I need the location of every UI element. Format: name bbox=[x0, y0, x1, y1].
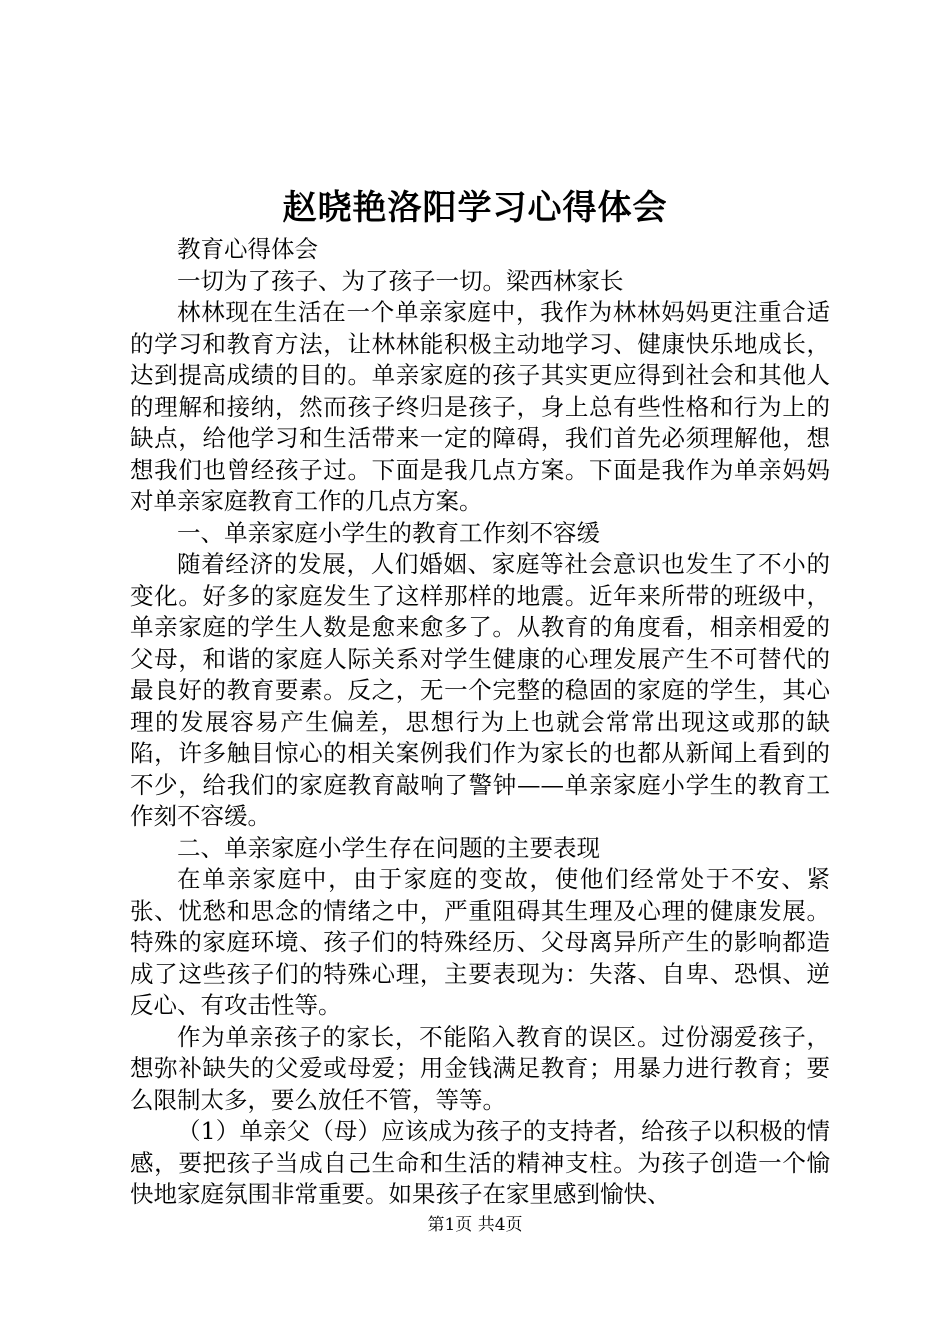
section-heading: 一、单亲家庭小学生的教育工作刻不容缓 bbox=[177, 518, 600, 547]
paragraph: 林林现在生活在一个单亲家庭中，我作为林林妈妈更注重合适的学习和教育方法，让林林能积极主动地学习、健康快乐地成长，达到提高成绩的目的。单亲家庭的孩子其实更应得到社会和其他人的理解和接纳，然而孩子终归是孩子，身上总有些性格和行为上的缺点，给他学习和生活带来一定的障碍，我们首先必须理解他，想想我们也曾经孩子过。下面是我几点方案。下面是我作为单亲妈妈对单亲家庭教育工作的几点方案。 bbox=[130, 298, 830, 515]
paragraph: （1）单亲父（母）应该成为孩子的支持者，给孩子以积极的情感，要把孩子当成自己生命和生活的精神支柱。为孩子创造一个愉快地家庭氛围非常重要。如果孩子在家里感到愉快、 bbox=[130, 1117, 830, 1208]
paragraph: 教育心得体会 bbox=[177, 235, 318, 263]
document-title: 赵晓艳洛阳学习心得体会 bbox=[282, 188, 668, 228]
document-body bbox=[130, 234, 830, 1211]
paragraph: 随着经济的发展，人们婚姻、家庭等社会意识也发生了不小的变化。好多的家庭发生了这样那样的地震。近年来所带的班级中，单亲家庭的学生人数是愈来愈多了。从教育的角度看，相亲相爱的父母，和谐的家庭人际关系对学生健康的心理发展产生不可替代的最良好的教育要素。反之，无一个完整的稳固的家庭的学生，其心理的发展容易产生偏差，思想行为上也就会常常出现这或那的缺陷，许多触目惊心的相关案例我们作为家长的也都从新闻上看到的不少，给我们的家庭教育敲响了警钟——单亲家庭小学生的教育工作刻不容缓。 bbox=[130, 550, 830, 830]
paragraph: 一切为了孩子、为了孩子一切。梁西林家长 bbox=[177, 266, 624, 295]
page-footer: 第1页 共4页 bbox=[427, 1215, 523, 1235]
paragraph: 在单亲家庭中，由于家庭的变故，使他们经常处于不安、紧张、忧愁和思念的情绪之中，严重阻碍其生理及心理的健康发展。特殊的家庭环境、孩子们的特殊经历、父母离异所产生的影响都造成了这些孩子们的特殊心理，主要表现为：失落、自卑、恐惧、逆反心、有攻击性等。 bbox=[130, 865, 830, 1019]
paragraph: 作为单亲孩子的家长，不能陷入教育的误区。过份溺爱孩子，想弥补缺失的父爱或母爱；用金钱满足教育；用暴力进行教育；要么限制太多，要么放任不管，等等。 bbox=[130, 1022, 830, 1114]
section-heading: 二、单亲家庭小学生存在问题的主要表现 bbox=[177, 833, 600, 862]
